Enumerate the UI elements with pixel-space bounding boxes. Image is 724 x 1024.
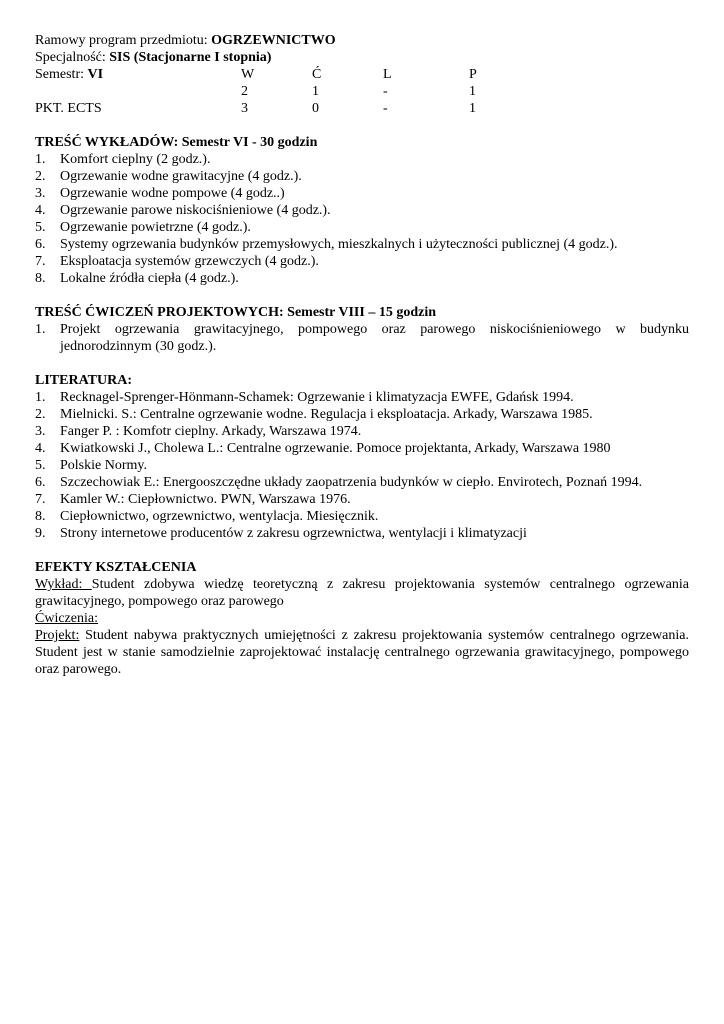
- list-item: 1. Recknagel-Sprenger-Hönmann-Schamek: Ogrzewanie i klimatyzacja EWFE, Gdańsk 1994.: [35, 390, 574, 405]
- specialization-label: Specjalność:: [35, 50, 110, 65]
- program-label: Ramowy program przedmiotu:: [35, 33, 212, 48]
- list-item: 6. Systemy ogrzewania budynków przemysłowych, mieszkalnych i użyteczności publicznej (4 godz.).: [35, 237, 618, 252]
- lecture-outcome: [35, 576, 689, 610]
- lectures-heading: TREŚĆ WYKŁADÓW: Semestr VI - 30 godzin: [35, 135, 318, 150]
- specialization-line: [35, 49, 689, 66]
- list-item: 2. Mielnicki. S.: Centralne ogrzewanie wodne. Regulacja i eksploatacja. Arkady, Warszawa 1985.: [35, 407, 593, 422]
- header-p: P: [469, 67, 477, 82]
- semester-cell: Semestr: VI: [35, 67, 104, 82]
- list-item: 9. Strony internetowe producentów z zakresu ogrzewnictwa, wentylacji i klimatyzacji: [35, 526, 527, 541]
- ects-w: 3: [241, 101, 248, 116]
- specialization-value: SIS (Stacjonarne I stopnia): [109, 50, 272, 65]
- list-item: 2. Ogrzewanie wodne grawitacyjne (4 godz.).: [35, 169, 302, 184]
- hours-label-cell: [35, 83, 241, 100]
- lecture-outcome-label: Wykład:: [35, 577, 92, 592]
- lectures-list: [35, 151, 689, 287]
- literature-list: [35, 389, 689, 542]
- ects-row: [35, 100, 529, 117]
- ects-l: -: [383, 101, 388, 116]
- list-item: 4. Ogrzewanie parowe niskociśnieniowe (4 godz.).: [35, 203, 331, 218]
- list-item: 4. Kwiatkowski J., Cholewa L.: Centralne ogrzewanie. Pomoce projektanta, Arkady, Warszawa 1980: [35, 441, 611, 456]
- project-outcome-text: Student nabywa praktycznych umiejętności z zakresu projektowania systemów centralnego ogrzewania. Student jest w stanie samodzielnie zaprojektować instalację centralnego ogrzewania grawitacyjnego, pompowego oraz parowego.: [35, 628, 689, 677]
- semester-table: [35, 66, 529, 117]
- hours-l: -: [383, 84, 388, 99]
- literature-heading: LITERATURA:: [35, 373, 132, 388]
- hours-w: 2: [241, 84, 248, 99]
- header-w: W: [241, 67, 255, 82]
- project-outcome: [35, 627, 689, 678]
- list-item: 8. Lokalne źródła ciepła (4 godz.).: [35, 271, 239, 286]
- hours-row: [35, 83, 529, 100]
- list-item: 3. Fanger P. : Komfotr cieplny. Arkady, Warszawa 1974.: [35, 424, 362, 439]
- list-item: 6. Szczechowiak E.: Energooszczędne układy zaopatrzenia budynków w ciepło. Envirotech, Poznań 1994.: [35, 475, 643, 490]
- lecture-outcome-text: Student zdobywa wiedzę teoretyczną z zakresu projektowania systemów centralnego ogrzewania grawitacyjnego, pompowego oraz parowego: [35, 577, 689, 609]
- list-item: 5. Polskie Normy.: [35, 458, 147, 473]
- header-c: Ć: [312, 67, 322, 82]
- hours-p: 1: [469, 84, 476, 99]
- list-item: 1. Projekt ogrzewania grawitacyjnego, pompowego oraz parowego niskociśnieniowego w budynku jednorodzinnym (30 godz.).: [35, 322, 689, 354]
- list-item: 8. Ciepłownictwo, ogrzewnictwo, wentylacja. Miesięcznik.: [35, 509, 379, 524]
- project-outcome-label: Projekt:: [35, 628, 80, 643]
- exercises-label: Ćwiczenia:: [35, 611, 98, 626]
- ects-c: 0: [312, 101, 319, 116]
- outcomes-heading: EFEKTY KSZTAŁCENIA: [35, 560, 197, 575]
- list-item: 1. Komfort cieplny (2 godz.).: [35, 152, 211, 167]
- hours-c: 1: [312, 84, 319, 99]
- list-item: 7. Kamler W.: Ciepłownictwo. PWN, Warszawa 1976.: [35, 492, 351, 507]
- projects-heading: TREŚĆ ĆWICZEŃ PROJEKTOWYCH: Semestr VIII – 15 godzin: [35, 305, 436, 320]
- list-item: 3. Ogrzewanie wodne pompowe (4 godz..): [35, 186, 285, 201]
- header-l: L: [383, 67, 392, 82]
- projects-list: [35, 321, 689, 355]
- semester-row: [35, 66, 529, 83]
- ects-label: PKT. ECTS: [35, 101, 102, 116]
- document-content: [35, 32, 689, 678]
- list-item: 7. Eksploatacja systemów grzewczych (4 godz.).: [35, 254, 319, 269]
- list-item: 5. Ogrzewanie powietrzne (4 godz.).: [35, 220, 251, 235]
- ects-p: 1: [469, 101, 476, 116]
- program-value: OGRZEWNICTWO: [211, 33, 336, 48]
- program-line: [35, 32, 689, 49]
